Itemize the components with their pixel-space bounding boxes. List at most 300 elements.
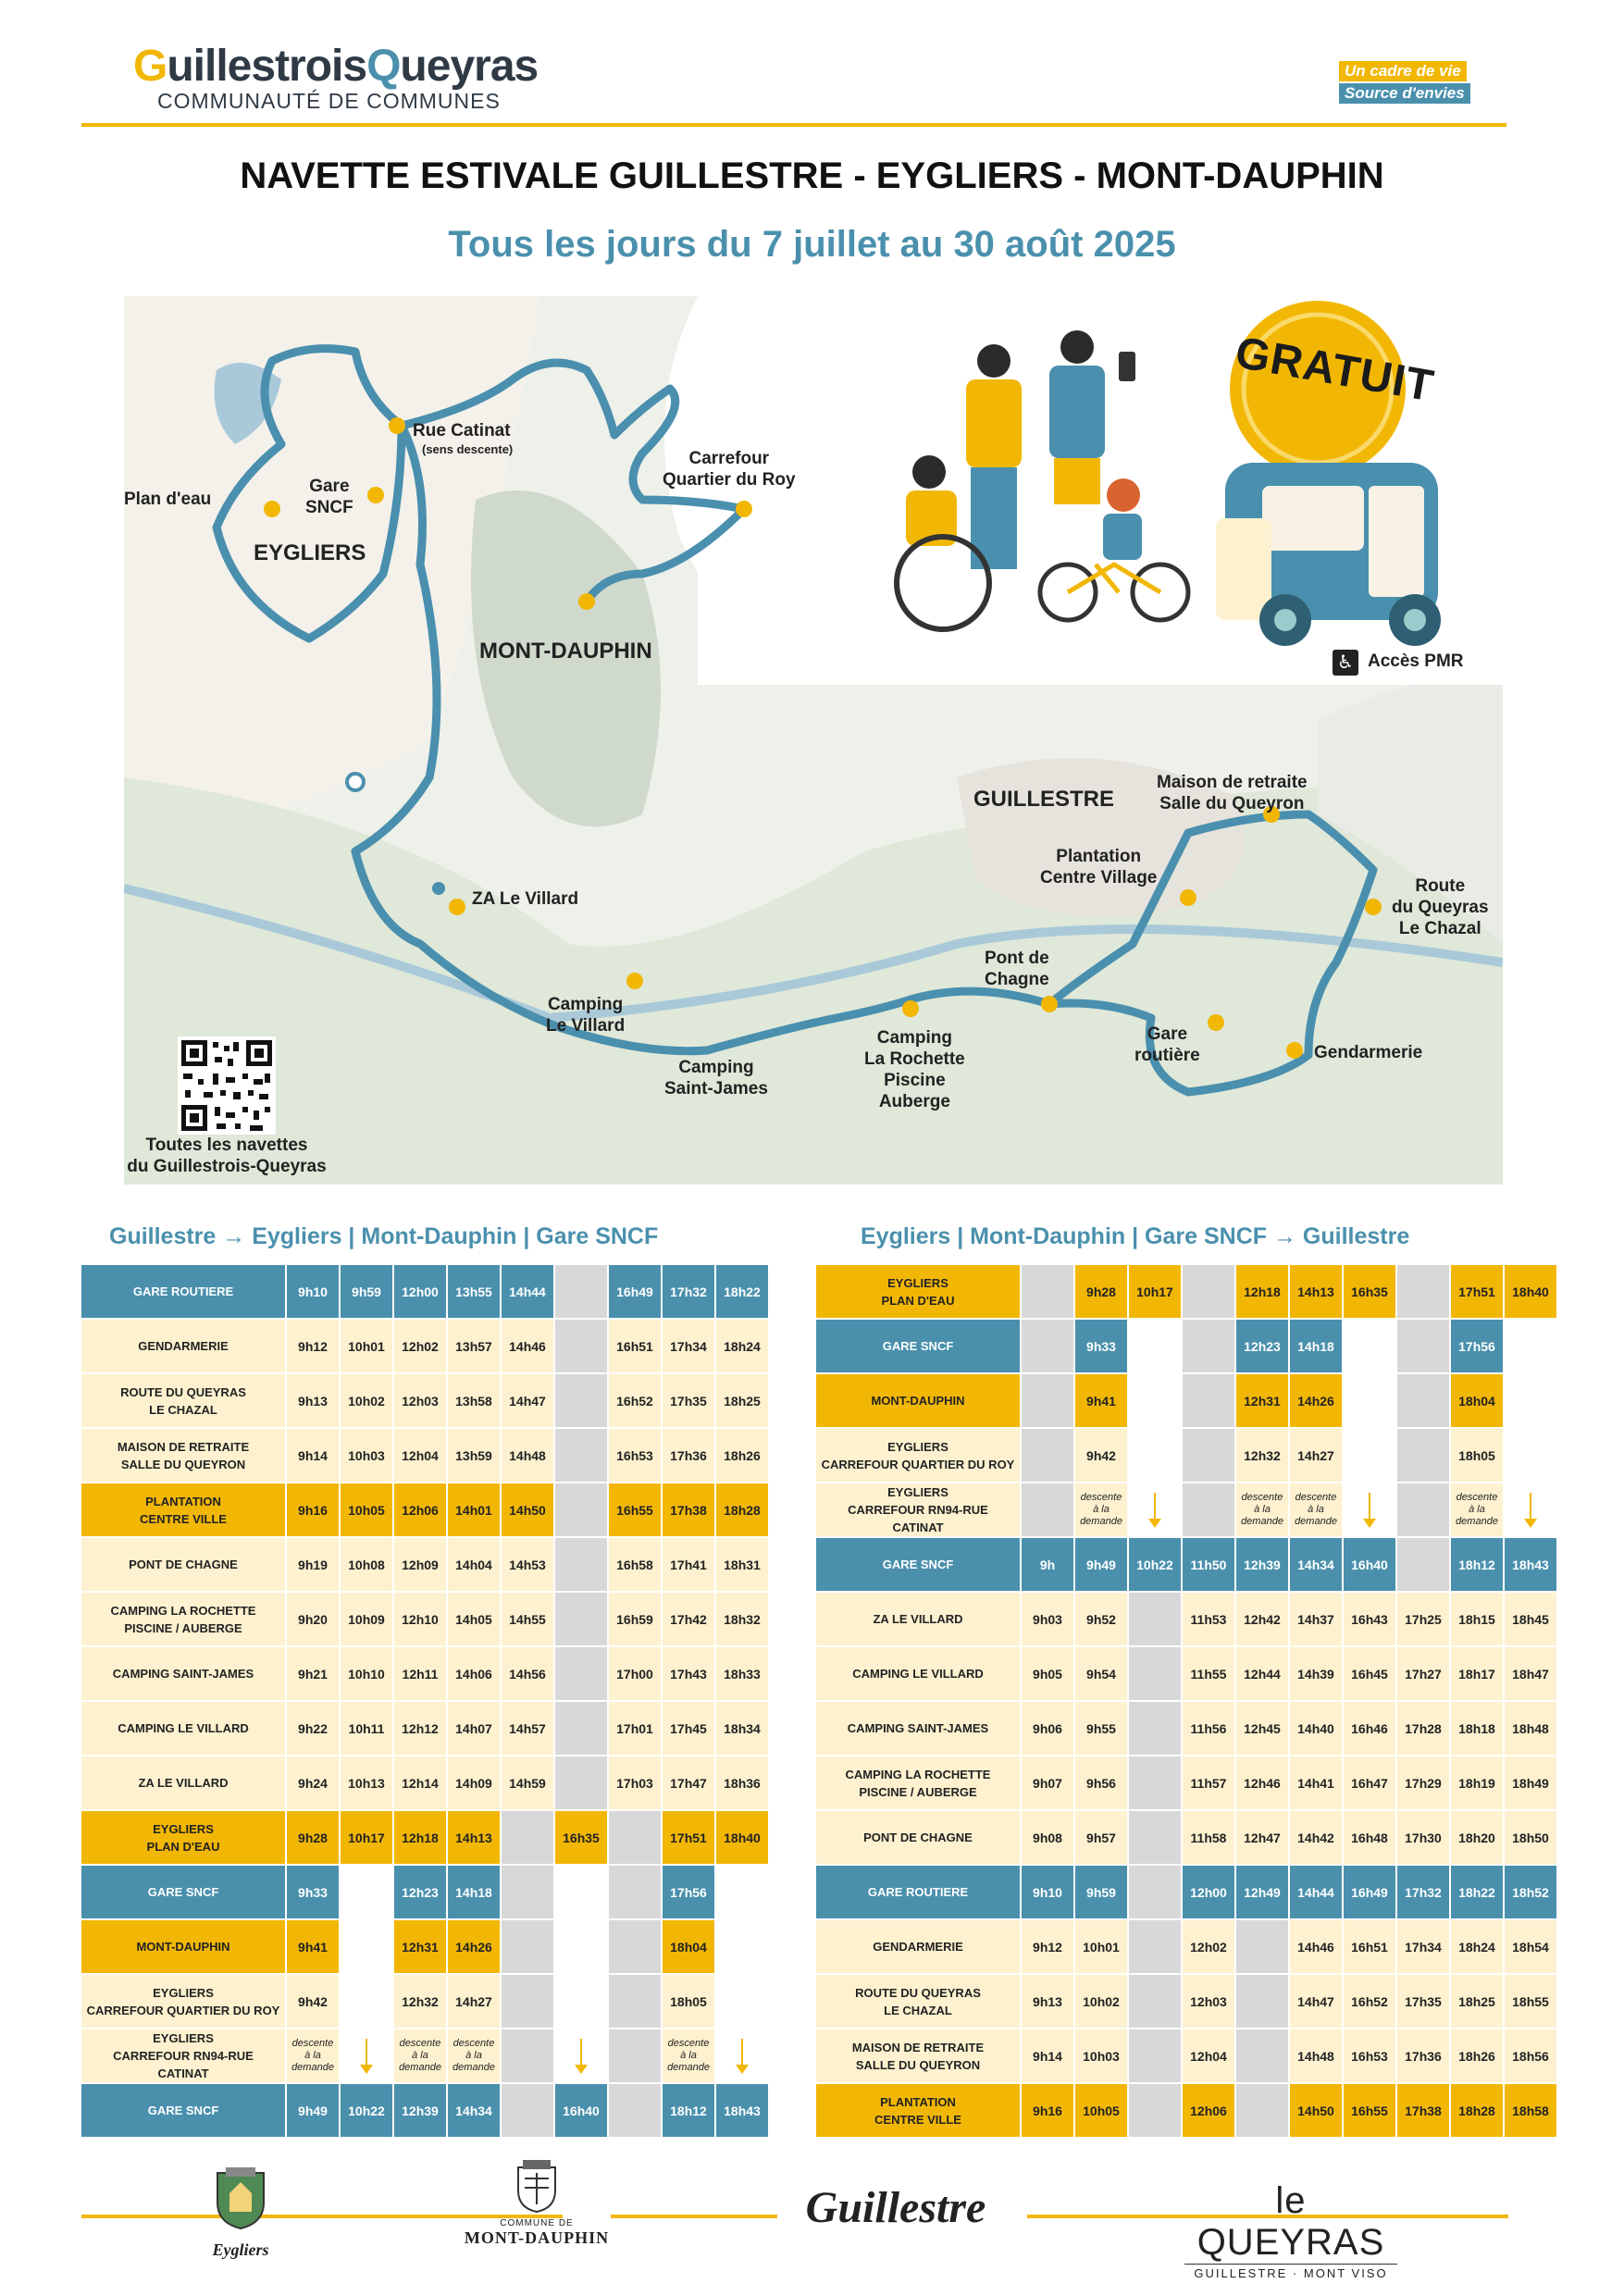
- departure-time: descente à la demande: [1075, 1483, 1127, 1536]
- departure-time: 18h04: [663, 1920, 714, 1973]
- page-subtitle: Tous les jours du 7 juillet au 30 août 2025: [448, 224, 1176, 265]
- eygliers-crest-icon: [213, 2166, 268, 2230]
- departure-time: [1129, 1811, 1181, 1864]
- departure-time: 10h05: [1075, 2084, 1127, 2137]
- timetable-row: [816, 1593, 1556, 1645]
- departure-time: 14h05: [448, 1593, 500, 1645]
- timetable-row: [81, 1483, 768, 1536]
- footer-rule-middle: [611, 2215, 777, 2218]
- departure-time: [502, 1811, 553, 1864]
- departure-time: [1505, 1320, 1556, 1372]
- wheelchair-icon: ♿: [1333, 650, 1358, 676]
- tagline: [1339, 61, 1506, 104]
- departure-time: 9h33: [287, 1866, 339, 1918]
- stop-name: EYGLIERS PLAN D'EAU: [81, 1811, 285, 1864]
- departure-time: 18h04: [1451, 1374, 1503, 1427]
- stop-dot-plan-deau: [264, 501, 280, 517]
- departure-time: 12h03: [394, 1374, 446, 1427]
- stop-label-route-queyras: Route du Queyras Le Chazal: [1392, 876, 1489, 938]
- departure-time: [1236, 2029, 1288, 2082]
- stop-name: ROUTE DU QUEYRAS LE CHAZAL: [816, 1975, 1020, 2028]
- timetable-row: [816, 2084, 1556, 2137]
- departure-time: 18h18: [1451, 1702, 1503, 1755]
- departure-time: 17h03: [609, 1756, 661, 1809]
- stop-dot-gare-routiere: [1208, 1014, 1224, 1031]
- stop-name: GARE SNCF: [81, 1866, 285, 1918]
- departure-time: [555, 1647, 607, 1700]
- departure-time: [502, 1920, 553, 1973]
- departure-time: 13h57: [448, 1320, 500, 1372]
- timetable-row: [81, 1975, 768, 2028]
- departure-time: 14h44: [502, 1265, 553, 1318]
- departure-time: 12h06: [1183, 2084, 1234, 2137]
- departure-time: 12h39: [394, 2084, 446, 2137]
- timetable-row: [816, 1756, 1556, 1809]
- timetable-row: [816, 1265, 1556, 1318]
- stop-name: ZA LE VILLARD: [816, 1593, 1020, 1645]
- departure-time: 12h49: [1236, 1866, 1288, 1918]
- departure-time: [1129, 1647, 1181, 1700]
- stop-name: CAMPING LA ROCHETTE PISCINE / AUBERGE: [81, 1593, 285, 1645]
- departure-time: 9h52: [1075, 1593, 1127, 1645]
- departure-time: 12h12: [394, 1702, 446, 1755]
- departure-time: [609, 1975, 661, 2028]
- departure-time: 14h07: [448, 1702, 500, 1755]
- departure-time: [1129, 1756, 1181, 1809]
- departure-time: 14h04: [448, 1538, 500, 1591]
- departure-time: 12h31: [394, 1920, 446, 1973]
- departure-time: 14h47: [502, 1374, 553, 1427]
- departure-time: 14h50: [502, 1483, 553, 1536]
- departure-time: 17h28: [1397, 1702, 1449, 1755]
- bus-icon: [1216, 463, 1441, 646]
- timetable-row: [81, 1320, 768, 1372]
- departure-time: 18h05: [1451, 1429, 1503, 1482]
- departure-time: 12h04: [394, 1429, 446, 1482]
- stop-name: EYGLIERS CARREFOUR QUARTIER DU ROY: [816, 1429, 1020, 1482]
- departure-time: descente à la demande: [394, 2029, 446, 2082]
- departure-time: 16h46: [1344, 1702, 1395, 1755]
- departure-time: [1129, 2029, 1181, 2082]
- departure-time: 12h06: [394, 1483, 446, 1536]
- departure-time: [502, 2084, 553, 2137]
- arrow-down-icon: [580, 2039, 582, 2070]
- departure-time: 16h48: [1344, 1811, 1395, 1864]
- departure-time: 18h58: [1505, 2084, 1556, 2137]
- departure-time: 17h34: [663, 1320, 714, 1372]
- departure-time: 10h09: [341, 1593, 392, 1645]
- departure-time: 12h31: [1236, 1374, 1288, 1427]
- stop-dot-pont-chagne: [1041, 996, 1058, 1012]
- departure-time: 14h27: [448, 1975, 500, 2028]
- departure-time: 18h56: [1505, 2029, 1556, 2082]
- departure-time: 9h59: [1075, 1866, 1127, 1918]
- departure-time: 11h53: [1183, 1593, 1234, 1645]
- departure-time: 14h41: [1290, 1756, 1342, 1809]
- stop-dot-gare-sncf: [367, 487, 384, 503]
- departure-time: 9h06: [1022, 1702, 1073, 1755]
- departure-time: 18h28: [1451, 2084, 1503, 2137]
- departure-time: 14h18: [1290, 1320, 1342, 1372]
- departure-time: [1129, 1320, 1181, 1372]
- departure-time: 12h14: [394, 1756, 446, 1809]
- departure-time: 14h09: [448, 1756, 500, 1809]
- stop-name: PLANTATION CENTRE VILLE: [81, 1483, 285, 1536]
- departure-time: 17h32: [663, 1265, 714, 1318]
- stop-dot-rue-catinat: [389, 417, 405, 434]
- departure-time: 9h07: [1022, 1756, 1073, 1809]
- departure-time: 14h34: [448, 2084, 500, 2137]
- stop-name: GENDARMERIE: [816, 1920, 1020, 1973]
- departure-time: [716, 2029, 768, 2082]
- stop-name: CAMPING LE VILLARD: [816, 1647, 1020, 1700]
- departure-time: 16h55: [609, 1483, 661, 1536]
- timetable-row: [81, 2029, 768, 2082]
- departure-time: [555, 1374, 607, 1427]
- departure-time: descente à la demande: [287, 2029, 339, 2082]
- stop-name: MONT-DAUPHIN: [816, 1374, 1020, 1427]
- departure-time: 16h43: [1344, 1593, 1395, 1645]
- departure-time: 17h25: [1397, 1593, 1449, 1645]
- departure-time: 12h00: [1183, 1866, 1234, 1918]
- timetable-right: [814, 1263, 1558, 2139]
- departure-time: 14h13: [1290, 1265, 1342, 1318]
- departure-time: [1183, 1429, 1234, 1482]
- departure-time: 17h36: [1397, 2029, 1449, 2082]
- stop-name: MONT-DAUPHIN: [81, 1920, 285, 1973]
- departure-time: 9h20: [287, 1593, 339, 1645]
- departure-time: 18h25: [1451, 1975, 1503, 2028]
- departure-time: [1505, 1374, 1556, 1427]
- timetable-row: [816, 1538, 1556, 1591]
- stop-name: EYGLIERS CARREFOUR RN94-RUE CATINAT: [81, 2029, 285, 2082]
- departure-time: 12h47: [1236, 1811, 1288, 1864]
- qr-code: [178, 1036, 276, 1135]
- departure-time: [1397, 1429, 1449, 1482]
- departure-time: 10h03: [341, 1429, 392, 1482]
- departure-time: 9h57: [1075, 1811, 1127, 1864]
- departure-time: 10h08: [341, 1538, 392, 1591]
- stop-dot-mont-dauphin: [578, 593, 595, 610]
- departure-time: 14h57: [502, 1702, 553, 1755]
- stop-dot-gendarmerie: [1286, 1042, 1303, 1059]
- departure-time: [1344, 1483, 1395, 1536]
- departure-time: 17h36: [663, 1429, 714, 1482]
- departure-time: 14h44: [1290, 1866, 1342, 1918]
- departure-time: 9h56: [1075, 1756, 1127, 1809]
- departure-time: 17h00: [609, 1647, 661, 1700]
- departure-time: [1397, 1320, 1449, 1372]
- timetable-row: [816, 1429, 1556, 1482]
- departure-time: 17h45: [663, 1702, 714, 1755]
- departure-time: 18h15: [1451, 1593, 1503, 1645]
- stop-dot-route-queyras: [1365, 899, 1382, 915]
- departure-time: 14h37: [1290, 1593, 1342, 1645]
- departure-time: 12h10: [394, 1593, 446, 1645]
- departure-time: 18h25: [716, 1374, 768, 1427]
- departure-time: 16h45: [1344, 1647, 1395, 1700]
- departure-time: 18h17: [1451, 1647, 1503, 1700]
- departure-time: 14h56: [502, 1647, 553, 1700]
- departure-time: 18h40: [1505, 1265, 1556, 1318]
- departure-time: [555, 1920, 607, 1973]
- departure-time: [1397, 1265, 1449, 1318]
- departure-time: 10h03: [1075, 2029, 1127, 2082]
- departure-time: 12h32: [1236, 1429, 1288, 1482]
- departure-time: 17h32: [1397, 1866, 1449, 1918]
- gratuit-label: GRATUIT: [1232, 328, 1438, 412]
- stop-name: MAISON DE RETRAITE SALLE DU QUEYRON: [81, 1429, 285, 1482]
- departure-time: [1183, 1374, 1234, 1427]
- departure-time: 10h01: [341, 1320, 392, 1372]
- departure-time: [1129, 1483, 1181, 1536]
- stop-name: EYGLIERS CARREFOUR QUARTIER DU ROY: [81, 1975, 285, 2028]
- timetable-left: [80, 1263, 770, 2139]
- departure-time: 18h45: [1505, 1593, 1556, 1645]
- departure-time: 14h26: [448, 1920, 500, 1973]
- departure-time: [1397, 1483, 1449, 1536]
- departure-time: 18h40: [716, 1811, 768, 1864]
- departure-time: 9h41: [287, 1920, 339, 1973]
- queyras-logo: le QUEYRAS GUILLESTRE · MONT VISO: [1184, 2180, 1397, 2280]
- timetable-row: [81, 1756, 768, 1809]
- timetable-row: [81, 1866, 768, 1918]
- departure-time: 14h59: [502, 1756, 553, 1809]
- stop-name: CAMPING LE VILLARD: [81, 1702, 285, 1755]
- departure-time: 16h40: [1344, 1538, 1395, 1591]
- departure-time: 10h05: [341, 1483, 392, 1536]
- departure-time: [1183, 1265, 1234, 1318]
- departure-time: 14h53: [502, 1538, 553, 1591]
- stop-label-gare-routiere: Gare routière: [1134, 1024, 1200, 1065]
- departure-time: 16h47: [1344, 1756, 1395, 1809]
- departure-time: 12h00: [394, 1265, 446, 1318]
- departure-time: [555, 1702, 607, 1755]
- departure-time: 12h03: [1183, 1975, 1234, 2028]
- departure-time: 9h14: [287, 1429, 339, 1482]
- departure-time: [555, 1866, 607, 1918]
- departure-time: [555, 1538, 607, 1591]
- departure-time: 17h43: [663, 1647, 714, 1700]
- timetable-left-title: Guillestre → Eygliers | Mont-Dauphin | Gare SNCF: [109, 1223, 659, 1249]
- departure-time: 9h14: [1022, 2029, 1073, 2082]
- departure-time: 14h27: [1290, 1429, 1342, 1482]
- departure-time: 9h28: [287, 1811, 339, 1864]
- stop-label-za-villard: ZA Le Villard: [472, 889, 579, 909]
- departure-time: 13h59: [448, 1429, 500, 1482]
- departure-time: 18h19: [1451, 1756, 1503, 1809]
- departure-time: [555, 1975, 607, 2028]
- departure-time: 12h02: [394, 1320, 446, 1372]
- departure-time: 17h29: [1397, 1756, 1449, 1809]
- departure-time: 10h11: [341, 1702, 392, 1755]
- guillestre-logo: Guillestre: [805, 2183, 986, 2232]
- departure-time: 14h26: [1290, 1374, 1342, 1427]
- stop-name: CAMPING SAINT-JAMES: [816, 1702, 1020, 1755]
- departure-time: 18h43: [716, 2084, 768, 2137]
- stop-name: PONT DE CHAGNE: [81, 1538, 285, 1591]
- departure-time: 17h51: [663, 1811, 714, 1864]
- timetable-row: [816, 1702, 1556, 1755]
- departure-time: 10h22: [1129, 1538, 1181, 1591]
- stop-label-carrefour: Carrefour Quartier du Roy: [663, 449, 796, 490]
- departure-time: 9h55: [1075, 1702, 1127, 1755]
- stop-label-camping-villard: Camping Le Villard: [546, 995, 626, 1036]
- timetable-right-body: [816, 1265, 1556, 2137]
- departure-time: 18h26: [716, 1429, 768, 1482]
- departure-time: 16h53: [1344, 2029, 1395, 2082]
- departure-time: 9h03: [1022, 1593, 1073, 1645]
- timetable-left-body: [81, 1265, 768, 2137]
- departure-time: [555, 1320, 607, 1372]
- departure-time: 10h17: [341, 1811, 392, 1864]
- departure-time: 12h23: [394, 1866, 446, 1918]
- departure-time: [1129, 1975, 1181, 2028]
- departure-time: 9h12: [287, 1320, 339, 1372]
- departure-time: [1129, 2084, 1181, 2137]
- stop-name: PONT DE CHAGNE: [816, 1811, 1020, 1864]
- timetable-right-title: Eygliers | Mont-Dauphin | Gare SNCF → Guillestre: [861, 1223, 1410, 1249]
- brand-name: GuillestroisQueyras: [133, 42, 539, 91]
- eygliers-logo: Eygliers: [185, 2166, 296, 2260]
- departure-time: 18h55: [1505, 1975, 1556, 2028]
- departure-time: 14h34: [1290, 1538, 1342, 1591]
- brand-logo: [133, 41, 539, 115]
- timetable-row: [816, 1811, 1556, 1864]
- departure-time: 14h13: [448, 1811, 500, 1864]
- departure-time: [1022, 1429, 1073, 1482]
- departure-time: 14h01: [448, 1483, 500, 1536]
- departure-time: 17h41: [663, 1538, 714, 1591]
- stop-name: CAMPING SAINT-JAMES: [81, 1647, 285, 1700]
- stop-name: ZA LE VILLARD: [81, 1756, 285, 1809]
- departure-time: 9h05: [1022, 1647, 1073, 1700]
- departure-time: [716, 1920, 768, 1973]
- departure-time: 9h54: [1075, 1647, 1127, 1700]
- arrow-down-icon: [1154, 1493, 1156, 1524]
- departure-time: 12h23: [1236, 1320, 1288, 1372]
- stop-note-rue-catinat: (sens descente): [422, 442, 514, 456]
- stop-dot-plantation: [1180, 889, 1196, 906]
- departure-time: 12h44: [1236, 1647, 1288, 1700]
- departure-time: 17h56: [1451, 1320, 1503, 1372]
- departure-time: [1236, 1975, 1288, 2028]
- departure-time: 12h04: [1183, 2029, 1234, 2082]
- departure-time: [609, 2029, 661, 2082]
- timetable-row: [81, 1811, 768, 1864]
- departure-time: 12h39: [1236, 1538, 1288, 1591]
- stop-label-gendarmerie: Gendarmerie: [1314, 1043, 1423, 1062]
- tagline-line-2: Source d'envies: [1339, 83, 1470, 104]
- departure-time: [1129, 1702, 1181, 1755]
- departure-time: [1505, 1483, 1556, 1536]
- departure-time: [609, 2084, 661, 2137]
- departure-time: 18h48: [1505, 1702, 1556, 1755]
- departure-time: [1505, 1429, 1556, 1482]
- arrow-down-icon: [1369, 1493, 1370, 1524]
- stop-name: EYGLIERS PLAN D'EAU: [816, 1265, 1020, 1318]
- timetable-row: [81, 1374, 768, 1427]
- timetable-row: [816, 1866, 1556, 1918]
- timetable-row: [816, 1920, 1556, 1973]
- stop-label-pont-chagne: Pont de Chagne: [985, 949, 1049, 989]
- departure-time: 18h33: [716, 1647, 768, 1700]
- departure-time: 18h28: [716, 1483, 768, 1536]
- departure-time: 18h22: [716, 1265, 768, 1318]
- departure-time: 18h12: [663, 2084, 714, 2137]
- departure-time: 9h49: [287, 2084, 339, 2137]
- departure-time: 17h47: [663, 1756, 714, 1809]
- departure-time: 18h52: [1505, 1866, 1556, 1918]
- departure-time: 14h06: [448, 1647, 500, 1700]
- departure-time: 10h01: [1075, 1920, 1127, 1973]
- qr-caption: Toutes les navettes du Guillestrois-Queyras: [127, 1136, 327, 1176]
- departure-time: 18h36: [716, 1756, 768, 1809]
- departure-time: [555, 2029, 607, 2082]
- departure-time: [1129, 1429, 1181, 1482]
- timetable-row: [816, 1483, 1556, 1536]
- timetable-row: [81, 1429, 768, 1482]
- town-label-guillestre: GUILLESTRE: [973, 787, 1115, 812]
- departure-time: 11h50: [1183, 1538, 1234, 1591]
- departure-time: 9h28: [1075, 1265, 1127, 1318]
- mont-dauphin-logo: COMMUNE DE MONT-DAUPHIN: [463, 2158, 611, 2248]
- stop-name: GARE SNCF: [816, 1320, 1020, 1372]
- departure-time: [1129, 1374, 1181, 1427]
- departure-time: [609, 1920, 661, 1973]
- departure-time: 10h10: [341, 1647, 392, 1700]
- departure-time: 18h49: [1505, 1756, 1556, 1809]
- departure-time: 17h38: [663, 1483, 714, 1536]
- route-map: [124, 296, 1503, 1185]
- stop-dot-rochette: [902, 1000, 919, 1017]
- departure-time: 16h51: [609, 1320, 661, 1372]
- mont-dauphin-crest-icon: [514, 2158, 560, 2214]
- departure-time: 16h49: [1344, 1866, 1395, 1918]
- departure-time: [1236, 2084, 1288, 2137]
- stop-label-rue-catinat: Rue Catinat: [413, 421, 511, 441]
- departure-time: [1129, 1866, 1181, 1918]
- departure-time: 11h58: [1183, 1811, 1234, 1864]
- departure-time: [1344, 1320, 1395, 1372]
- timetable-row: [81, 1647, 768, 1700]
- departure-time: [609, 1866, 661, 1918]
- timetable-row: [81, 2084, 768, 2137]
- departure-time: 14h46: [502, 1320, 553, 1372]
- departure-time: 14h55: [502, 1593, 553, 1645]
- departure-time: 18h22: [1451, 1866, 1503, 1918]
- departure-time: [716, 1975, 768, 2028]
- departure-time: 9h10: [1022, 1866, 1073, 1918]
- departure-time: [1236, 1920, 1288, 1973]
- departure-time: [609, 1811, 661, 1864]
- departure-time: 9h41: [1075, 1374, 1127, 1427]
- departure-time: 17h27: [1397, 1647, 1449, 1700]
- arrow-down-icon: [366, 2039, 367, 2070]
- departure-time: 11h56: [1183, 1702, 1234, 1755]
- stop-name: GARE ROUTIERE: [816, 1866, 1020, 1918]
- departure-time: 12h45: [1236, 1702, 1288, 1755]
- departure-time: 10h22: [341, 2084, 392, 2137]
- departure-time: [502, 1975, 553, 2028]
- departure-time: 12h42: [1236, 1593, 1288, 1645]
- departure-time: 12h46: [1236, 1756, 1288, 1809]
- departure-time: 9h42: [287, 1975, 339, 2028]
- departure-time: 9h12: [1022, 1920, 1073, 1973]
- departure-time: [502, 2029, 553, 2082]
- departure-time: [716, 1866, 768, 1918]
- departure-time: 18h24: [1451, 1920, 1503, 1973]
